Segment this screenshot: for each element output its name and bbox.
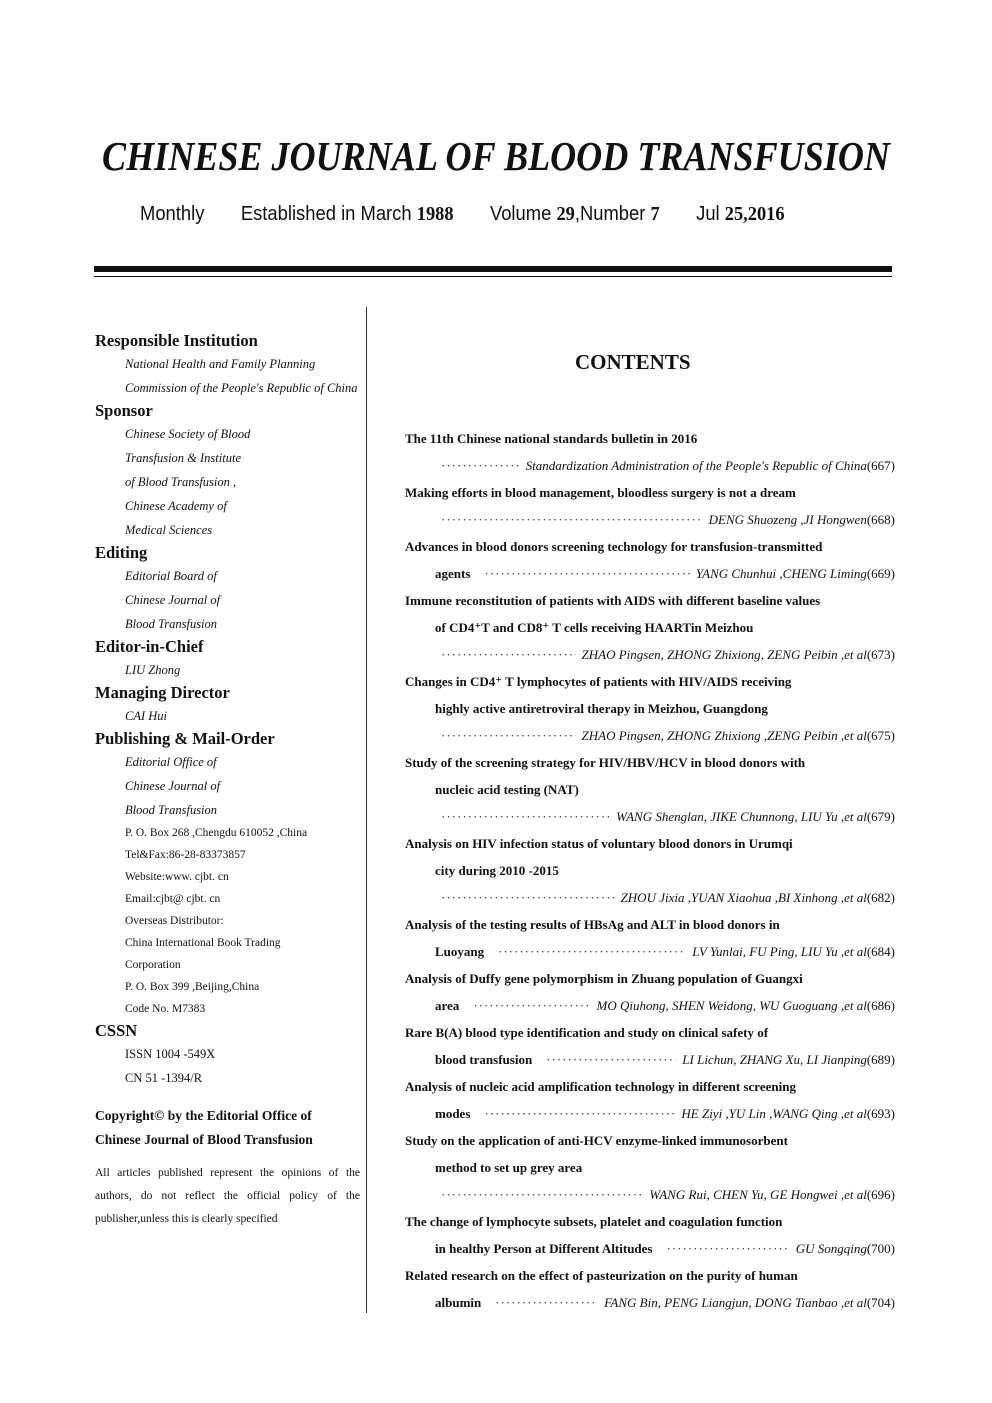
header-rule-thick [94,266,892,272]
volume-label: Volume [489,203,552,225]
article-title-line: city during 2010 -2015 [435,863,559,878]
page-number: (693) [866,1106,895,1121]
article-title-line: in healthy Person at Different Altitudes [435,1241,653,1256]
article-authors: WANG Rui, CHEN Yu, GE Hongwei ,et al [649,1187,867,1202]
article-authors: YANG Chunhui ,CHENG Liming [695,566,867,581]
page-number: (667) [866,458,895,473]
article-title-line: albumin [435,1295,482,1310]
dot-leader [441,452,520,479]
section-line: National Health and Family Planning [125,357,316,371]
page-number: (673) [866,647,895,662]
toc-entry[interactable] [405,1019,895,1073]
page-number: (704) [866,1295,895,1310]
author-line [405,722,895,749]
established [241,203,454,225]
volume-value: 29 [556,203,575,225]
section-line: CAI Hui [125,709,168,723]
section-heading: Responsible Institution [95,331,258,350]
issue-date [696,203,784,225]
author-line [405,452,895,479]
article-authors: ZHOU Jixia ,YUAN Xiaohua ,BI Xinhong ,et al [620,890,867,905]
section-line: Email:cjbt@ cjbt. cn [125,893,221,905]
section-line: of Blood Transfusion , [125,475,237,489]
toc-entry[interactable] [405,425,895,479]
author-line [405,1181,895,1208]
section-line: Website:www. cjbt. cn [125,871,229,883]
section-line: Transfusion & Institute [125,451,241,465]
article-authors: DENG Shuozeng ,JI Hongwen [708,512,867,527]
section-line: Tel&Fax:86-28-83373857 [125,849,246,861]
section-line: ISSN 1004 -549X [125,1047,216,1061]
article-title-line: area [435,998,460,1013]
frequency: Monthly [140,203,205,225]
toc-entry[interactable] [405,533,895,587]
toc-entry[interactable] [405,1208,895,1262]
section-line: Blood Transfusion [125,617,218,631]
section-heading: Editing [95,543,148,562]
section-heading: Managing Director [95,683,230,702]
article-title-line: of CD4⁺T and CD8⁺ T cells receiving HAARTin Meizhou [435,620,754,635]
disclaimer: All articles published represent the opinions of the authors, do not reflect the official policy of the publisher,unless this is clearly specified [95,1167,360,1225]
toc-entry[interactable] [405,479,895,533]
author-line [405,1100,895,1127]
section-line: Corporation [125,959,181,971]
number-value: 7 [650,203,660,225]
article-authors: WANG Shenglan, JIKE Chunnong, LIU Yu ,et al [616,809,867,824]
author-line [405,560,895,587]
section-line: Code No. M7383 [125,1003,206,1015]
table-of-contents [405,425,895,1316]
section-heading: Publishing & Mail-Order [95,729,275,748]
author-line [405,1046,895,1073]
article-title-line: Changes in CD4⁺ T lymphocytes of patients with HIV/AIDS receiving [405,674,792,689]
author-line [405,1235,895,1262]
section-line: Medical Sciences [125,523,213,537]
article-title-line: Immune reconstitution of patients with AIDS with different baseline values [405,593,821,608]
header-rule-thin [94,276,892,277]
author-line [405,803,895,830]
article-title-line: blood transfusion [435,1052,533,1067]
page-number: (696) [866,1187,895,1202]
dot-leader [441,641,576,668]
article-authors: Standardization Administration of the People's Republic of China [525,458,867,473]
toc-entry[interactable] [405,587,895,668]
toc-entry[interactable] [405,1073,895,1127]
article-title-line: Making efforts in blood management, bloodless surgery is not a dream [405,485,796,500]
author-line [405,992,895,1019]
section-line: Editorial Board of [125,569,217,583]
page-number: (700) [866,1241,895,1256]
section-heading: Editor-in-Chief [95,637,204,656]
article-authors: LI Lichun, ZHANG Xu, LI Jianping [682,1052,867,1067]
date-day: 25 [724,203,744,225]
page-number: (668) [866,512,895,527]
article-title-line: nucleic acid testing (NAT) [435,782,579,797]
article-title-line: agents [435,566,471,581]
page-number: (669) [866,566,895,581]
section-line: China International Book Trading [125,937,281,949]
dot-leader [495,1289,598,1316]
section-line: Chinese Journal of [125,779,221,793]
article-title-line: Analysis of nucleic acid amplification technology in different screening [405,1079,796,1094]
volume-number [490,203,660,225]
dot-leader [473,992,590,1019]
dot-leader [484,560,689,587]
section-line: CN 51 -1394/R [125,1071,203,1085]
dot-leader [546,1046,676,1073]
dot-leader [667,1235,790,1262]
section-line: P. O. Box 268 ,Chengdu 610052 ,China [125,827,308,839]
author-line [405,938,895,965]
toc-entry[interactable] [405,965,895,1019]
toc-entry[interactable] [405,668,895,749]
section-line: Blood Transfusion [125,803,218,817]
article-authors: ZHAO Pingsen, ZHONG Zhixiong ,ZENG Peibin ,et al [581,728,867,743]
date-year: ,2016 [743,203,785,225]
author-line [405,641,895,668]
dot-leader [441,884,615,911]
article-authors: MO Qiuhong, SHEN Weidong, WU Guoguang ,et al [596,998,867,1013]
page-number: (684) [866,944,895,959]
article-title-line: Analysis of Duffy gene polymorphism in Zhuang population of Guangxi [405,971,803,986]
section-heading: CSSN [95,1021,138,1040]
article-title-line: modes [435,1106,471,1121]
toc-entry[interactable] [405,830,895,911]
date-label: Jul [696,203,720,225]
article-title-line: Study on the application of anti-HCV enzyme-linked immunosorbent [405,1133,788,1148]
article-title-line: Luoyang [435,944,485,959]
established-year: 1988 [416,203,454,225]
number-label: ,Number [574,203,646,225]
article-title-line: Analysis of the testing results of HBsAg and ALT in blood donors in [405,917,780,932]
section-line: Chinese Society of Blood [125,427,251,441]
section-heading: Sponsor [95,401,153,420]
page-number: (686) [866,998,895,1013]
article-title-line: Advances in blood donors screening technology for transfusion-transmitted [405,539,823,554]
journal-title: CHINESE JOURNAL OF BLOOD TRANSFUSION [102,133,890,179]
section-line: Editorial Office of [125,755,217,769]
section-line: Overseas Distributor: [125,915,224,927]
article-authors: ZHAO Pingsen, ZHONG Zhixiong, ZENG Peibin ,et al [581,647,867,662]
dot-leader [484,1100,675,1127]
section-line: Chinese Academy of [125,499,227,513]
author-line [405,506,895,533]
toc-entry[interactable] [405,911,895,965]
toc-entry[interactable] [405,1262,895,1316]
section-line: Commission of the People's Republic of China [125,381,358,395]
article-title-line: highly active antiretroviral therapy in Meizhou, Guangdong [435,701,768,716]
dot-leader [441,506,703,533]
article-title-line: Related research on the effect of pasteurization on the purity of human [405,1268,798,1283]
article-authors: LV Yunlai, FU Ping, LIU Yu ,et al [692,944,867,959]
masthead-column [95,330,360,1231]
dot-leader [498,938,686,965]
toc-entry[interactable] [405,1127,895,1208]
page-number: (679) [866,809,895,824]
section-line: LIU Zhong [125,663,181,677]
dot-leader [441,722,576,749]
journal-subtitle [140,203,802,226]
article-title-line: Study of the screening strategy for HIV/HBV/HCV in blood donors with [405,755,806,770]
article-title-line: The change of lymphocyte subsets, platelet and coagulation function [405,1214,783,1229]
article-title-line: Analysis on HIV infection status of voluntary blood donors in Urumqi [405,836,793,851]
dot-leader [441,803,610,830]
copyright-notice [95,1104,360,1152]
column-divider [366,307,367,1313]
author-line [405,884,895,911]
copyright-line: Chinese Journal of Blood Transfusion [95,1132,313,1147]
author-line [405,1289,895,1316]
toc-entry[interactable] [405,749,895,830]
dot-leader [441,1181,643,1208]
article-authors: FANG Bin, PENG Liangjun, DONG Tianbao ,et al [604,1295,867,1310]
page-number: (682) [866,890,895,905]
article-title-line: method to set up grey area [435,1160,583,1175]
article-authors: GU Songqing [795,1241,867,1256]
article-title-line: Rare B(A) blood type identification and study on clinical safety of [405,1025,769,1040]
copyright-line: Copyright© by the Editorial Office of [95,1108,312,1123]
established-label: Established in March [240,203,412,225]
article-authors: HE Ziyi ,YU Lin ,WANG Qing ,et al [681,1106,867,1121]
article-title-line: The 11th Chinese national standards bulletin in 2016 [405,431,698,446]
section-line: P. O. Box 399 ,Beijing,China [125,981,260,993]
section-line: Chinese Journal of [125,593,221,607]
contents-title: CONTENTS [575,350,691,374]
page-number: (689) [866,1052,895,1067]
page-number: (675) [866,728,895,743]
